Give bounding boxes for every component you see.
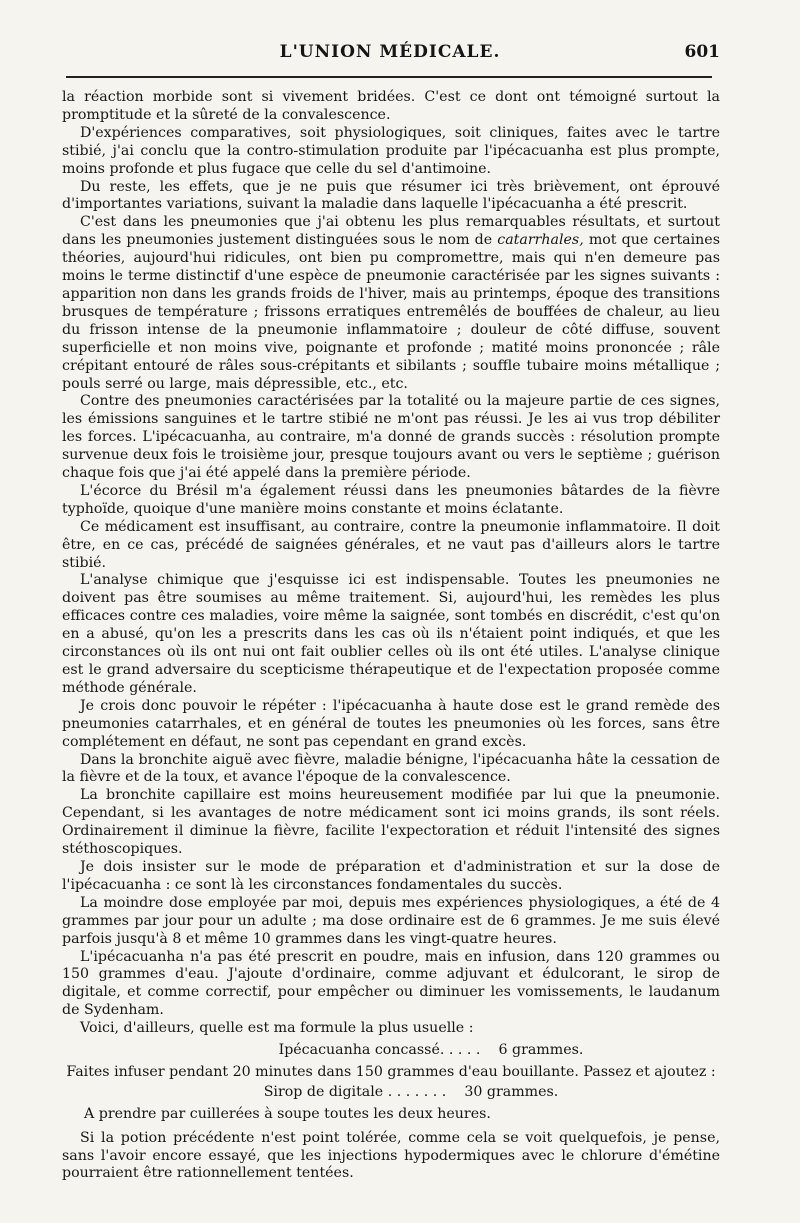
paragraph xyxy=(62,214,720,393)
paragraph: Du reste, les effets, que je ne puis que résumer ici très brièvement, ont éprouvé d'importantes variations, suivant la maladie dans laquelle l'ipécacuanha a été prescrit. xyxy=(62,178,720,213)
paragraph-text: mot que certaines théories, aujourd'hui ridicules, ont bien pu compromettre, mais qui n'en demeure pas moins le terme distinctif d'une espèce de pneumonie caractérisée par les signes suivants : apparition non dans les grands froids de l'hiver, mais au printemps, époque des transitions brusques de température ; frissons erratiques entremêlés de bouffées de chaleur, au lieu du frisson intense de la pneumonie inflammatoire ; douleur de côté diffuse, souvent superficielle et non moins vive, poignante et profonde ; matité moins prononcée ; râle crépitant entouré de râles sous-crépitants et sibilants ; souffle tubaire moins métallique ; pouls serré ou large, mais dépressible, etc., etc. xyxy=(62,232,720,392)
paragraph: Je dois insister sur le mode de préparation et d'administration et sur la dose de l'ipécacuanha : ce sont là les circonstances fondamentales du succès. xyxy=(62,858,720,893)
formula-item: Sirop de digitale . . . . . . . xyxy=(263,1083,447,1100)
paragraph: L'écorce du Brésil m'a également réussi dans les pneumonies bâtardes de la fièvre typhoïde, quoique d'une manière moins constante et moins éclatante. xyxy=(62,482,720,517)
paragraph: Dans la bronchite aiguë avec fièvre, maladie bénigne, l'ipécacuanha hâte la cessation de la fièvre et de la toux, et avance l'époque de la convalescence. xyxy=(62,751,720,786)
prescription-formula xyxy=(62,1042,720,1124)
formula-quantity: 6 grammes. xyxy=(498,1042,584,1059)
italic-term: catarrhales, xyxy=(497,232,584,249)
page-number: 601 xyxy=(684,42,720,62)
paragraph: Contre des pneumonies caractérisées par la totalité ou la majeure partie de ces signes, les émissions sanguines et le tartre stibié ne m'ont pas réussi. Je les ai vus trop débiliter les forces. L'ipécacuanha, au contraire, m'a donné de grands succès : résolution prompte survenue deux fois le troisième jour, presque toujours avant ou vers le septième ; guérison chaque fois que j'ai été appelé dans la première période. xyxy=(62,393,720,482)
page-header xyxy=(60,42,720,78)
paragraph: L'ipécacuanha n'a pas été prescrit en poudre, mais en infusion, dans 120 grammes ou 150 grammes d'eau. J'ajoute d'ordinaire, comme adjuvant et édulcorant, le sirop de digitale, et comme correctif, pour empêcher ou diminuer les vomissements, le laudanum de Sydenham. xyxy=(62,948,720,1019)
formula-direction: A prendre par cuillerées à soupe toutes les deux heures. xyxy=(84,1105,491,1122)
paragraph: La bronchite capillaire est moins heureusement modifiée par lui que la pneumonie. Cependant, si les avantages de notre médicament sont ici moins grands, ils sont réels. Ordinairement il diminue la fièvre, facilite l'expectoration et réduit l'intensité des signes stéthoscopiques. xyxy=(62,787,720,858)
paragraph: la réaction morbide sont si vivement bridées. C'est ce dont ont témoigné surtout la promptitude et la sûreté de la convalescence. xyxy=(62,89,720,123)
header-rule xyxy=(66,76,712,78)
article-body xyxy=(62,89,720,1183)
paragraph: Je crois donc pouvoir le répéter : l'ipécacuanha à haute dose est le grand remède des pneumonies catarrhales, et en général de toutes les pneumonies où les forces, sans être complétement en défaut, ne sont pas cependant en grand excès. xyxy=(62,697,720,750)
running-title: L'UNION MÉDICALE. xyxy=(279,42,501,62)
paragraph: Voici, d'ailleurs, quelle est ma formule la plus usuelle : xyxy=(80,1020,474,1037)
paragraph: Ce médicament est insuffisant, au contraire, contre la pneumonie inflammatoire. Il doit être, en ce cas, précédé de saignées générales, et ne vaut pas d'ailleurs alors le tartre stibié. xyxy=(62,518,720,571)
paragraph-text: C'est dans les pneumonies que j'ai obtenu les plus remarquables résultats, et surtout dans les pneumonies justement distinguées sous le nom de xyxy=(62,214,720,249)
formula-line xyxy=(62,1084,720,1102)
formula-line xyxy=(62,1042,720,1060)
formula-quantity: 30 grammes. xyxy=(464,1083,559,1100)
paragraph: L'analyse chimique que j'esquisse ici est indispensable. Toutes les pneumonies ne doivent pas être soumises au même traitement. Si, aujourd'hui, les remèdes les plus efficaces contre ces maladies, voire même la saignée, sont tombés en discrédit, c'est qu'on en a abusé, qu'on les a prescrits dans les cas où ils n'étaient point indiqués, et que les circonstances où ils ont nui ont fait oublier celles où ils ont été utiles. L'analyse clinique est le grand adversaire du scepticisme thérapeutique et de l'expectation proposée comme méthode générale. xyxy=(62,572,720,696)
paragraph: D'expériences comparatives, soit physiologiques, soit cliniques, faites avec le tartre stibié, j'ai conclu que la contro-stimulation produite par l'ipécacuanha est plus prompte, moins profonde et plus fugace que celle du sel d'antimoine. xyxy=(62,124,720,177)
formula-instruction: Faites infuser pendant 20 minutes dans 150 grammes d'eau bouillante. Passez et ajoutez : xyxy=(66,1063,716,1080)
formula-item: Ipécacuanha concassé. . . . . xyxy=(278,1042,481,1059)
paragraph: La moindre dose employée par moi, depuis mes expériences physiologiques, a été de 4 grammes par jour pour un adulte ; ma dose ordinaire est de 6 grammes. Je me suis élevé parfois jusqu'à 8 et même 10 grammes dans les vingt-quatre heures. xyxy=(62,894,720,947)
paragraph: Si la potion précédente n'est point tolérée, comme cela se voit quelquefois, je pense, sans l'avoir encore essayé, que les injections hypodermiques avec le chlorure d'émétine pourraient être rationnellement tentées. xyxy=(62,1129,720,1182)
